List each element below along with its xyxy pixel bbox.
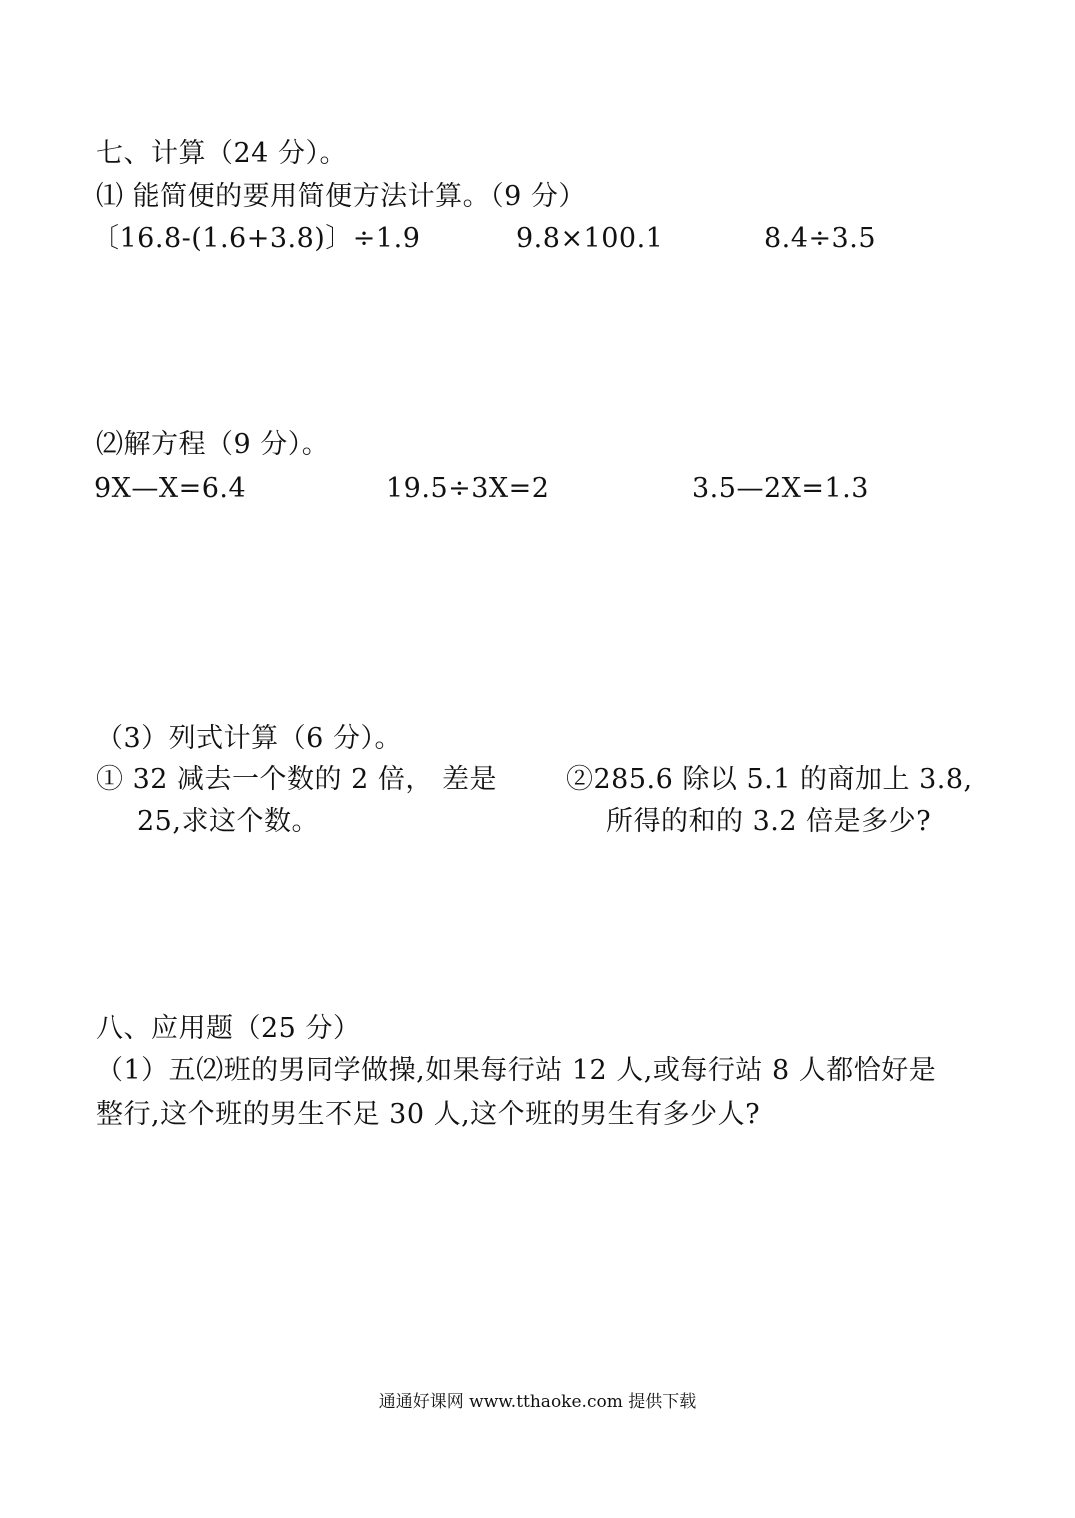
section8-heading: 八、应用题（25 分） bbox=[96, 1013, 361, 1044]
part3-title: （3）列式计算（6 分）。 bbox=[96, 723, 402, 754]
part3-q2-line1: ②285.6 除以 5.1 的商加上 3.8, bbox=[566, 764, 973, 795]
part3-q2-line2: 所得的和的 3.2 倍是多少? bbox=[606, 806, 932, 837]
part3-q1-line2: 25,求这个数。 bbox=[137, 806, 319, 837]
part2-title: ⑵解方程（9 分）。 bbox=[96, 429, 330, 460]
part1-title: ⑴ 能简便的要用简便方法计算。（9 分） bbox=[96, 181, 586, 212]
part2-problem-3: 3.5—2X=1.3 bbox=[692, 473, 869, 504]
part1-problem-2: 9.8×100.1 bbox=[516, 223, 664, 254]
section8-q1-line2: 整行,这个班的男生不足 30 人,这个班的男生有多少人? bbox=[96, 1099, 761, 1130]
part2-problem-1: 9X—X=6.4 bbox=[94, 473, 247, 504]
part1-problem-3: 8.4÷3.5 bbox=[764, 223, 877, 254]
section7-heading: 七、计算（24 分）。 bbox=[96, 138, 347, 169]
part1-problem-1: 〔16.8-(1.6+3.8)〕÷1.9 bbox=[92, 223, 421, 254]
page-footer: 通通好课网 www.tthaoke.com 提供下载 bbox=[378, 1392, 697, 1412]
section8-q1-line1: （1）五⑵班的男同学做操,如果每行站 12 人,或每行站 8 人都恰好是 bbox=[96, 1055, 937, 1086]
part2-problem-2: 19.5÷3X=2 bbox=[386, 473, 550, 504]
part3-q1-line1: ① 32 减去一个数的 2 倍， 差是 bbox=[96, 764, 497, 795]
